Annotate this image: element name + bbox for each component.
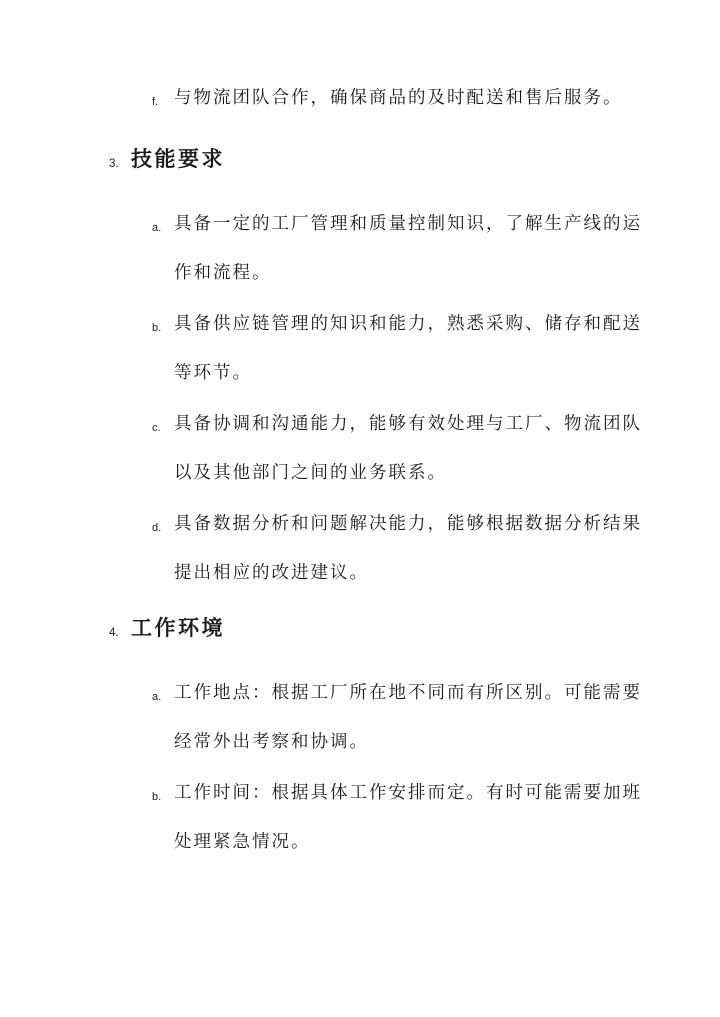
list-item-text-line2: 提出相应的改进建议。: [174, 563, 369, 583]
list-item-text-line1: 具备协调和沟通能力，能够有效处理与工厂、物流团队: [174, 414, 642, 434]
list-item-text-line1: 具备一定的工厂管理和质量控制知识，了解生产线的运: [174, 214, 642, 234]
list-marker: c.: [152, 422, 161, 434]
list-marker: a.: [152, 222, 162, 234]
list-marker: a.: [152, 691, 162, 703]
section-number: 4.: [109, 627, 119, 639]
list-marker: f.: [152, 96, 159, 108]
list-item-text-line1: 具备供应链管理的知识和能力，熟悉采购、储存和配送: [174, 314, 642, 334]
list-item-text-line2: 处理紧急情况。: [174, 832, 311, 852]
list-item-text-line1: 工作时间：根据具体工作安排而定。有时可能需要加班: [174, 783, 642, 803]
list-item-text-line2: 作和流程。: [174, 263, 272, 283]
list-marker: b.: [152, 322, 162, 334]
section-title: 技能要求: [131, 146, 225, 171]
list-marker: b.: [152, 791, 162, 803]
section-number: 3.: [109, 158, 119, 170]
list-marker: d.: [152, 522, 162, 534]
list-item-text-line2: 等环节。: [174, 363, 252, 383]
list-item-text-line1: 具备数据分析和问题解决能力，能够根据数据分析结果: [174, 514, 642, 534]
list-item-text-line2: 经常外出考察和协调。: [174, 732, 369, 752]
section-title: 工作环境: [131, 615, 225, 640]
list-item-text-line1: 与物流团队合作，确保商品的及时配送和售后服务。: [174, 88, 623, 108]
list-item-text-line1: 工作地点：根据工厂所在地不同而有所区别。可能需要: [174, 683, 642, 703]
list-item-text-line2: 以及其他部门之间的业务联系。: [174, 463, 447, 483]
